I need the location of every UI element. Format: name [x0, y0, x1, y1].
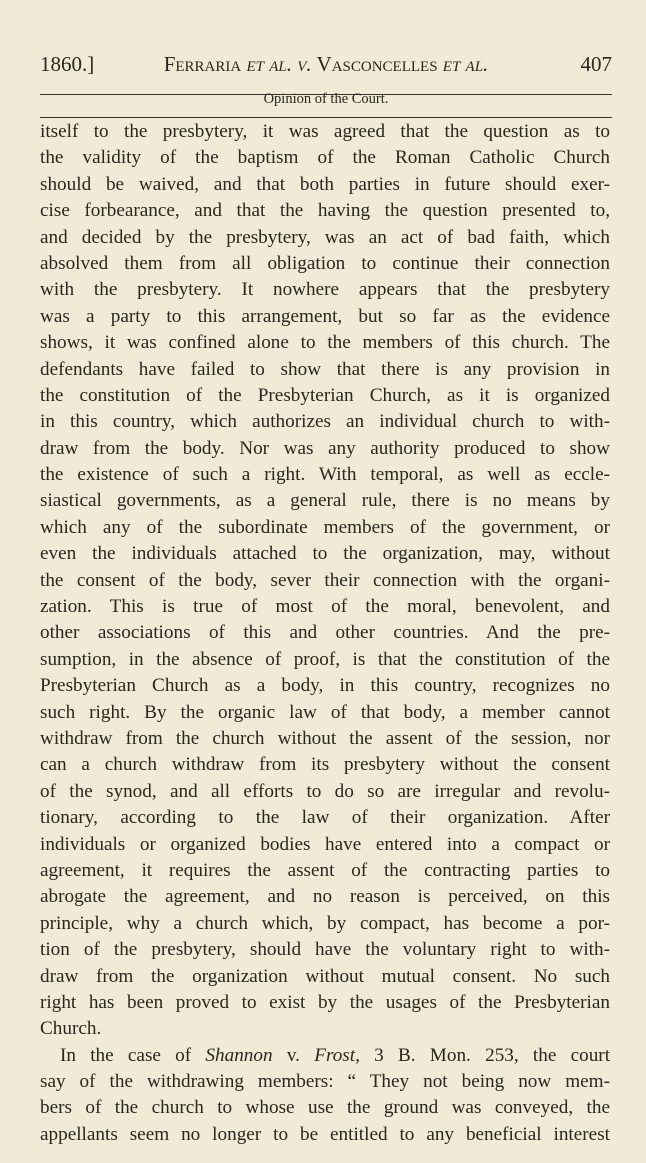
- text-line: the existence of such a right. With temporal, as well as eccle-: [40, 464, 610, 486]
- text-line: Presbyterian Church as a body, in this country, recognizes no: [40, 675, 610, 697]
- text-line: appellants seem no longer to be entitled to any beneficial interest: [40, 1123, 610, 1145]
- text-line: which any of the subordinate members of the government, or: [40, 516, 610, 538]
- text-line: principle, why a church which, by compact, has become a por-: [40, 912, 610, 934]
- subheading-rule: [40, 117, 612, 118]
- text-line: of the synod, and all efforts to do so are irregular and revolu-: [40, 780, 610, 802]
- text-line: draw from the organization without mutual consent. No such: [40, 965, 610, 987]
- case-party-2: Vasconcelles: [316, 52, 438, 76]
- text-line: individuals or organized bodies have entered into a compact or: [40, 833, 610, 855]
- text-line: tion of the presbytery, should have the voluntary right to with-: [40, 939, 610, 961]
- text-line: in this country, which authorizes an individual church to with-: [40, 411, 610, 433]
- text-line: such right. By the organic law of that body, a member cannot: [40, 701, 610, 723]
- text-line: other associations of this and other countries. And the pre-: [40, 622, 610, 644]
- citation-pre: In the case of: [60, 1044, 192, 1066]
- case-title: [40, 52, 612, 77]
- text-line: draw from the body. Nor was any authority produced to show: [40, 437, 610, 459]
- text-line: the validity of the baptism of the Roman Catholic Church: [40, 147, 610, 169]
- text-line: sumption, in the absence of proof, is that the constitution of the: [40, 648, 610, 670]
- text-line: and decided by the presbytery, was an act of bad faith, which: [40, 226, 610, 248]
- text-line: the consent of the body, sever their connection with the organi-: [40, 569, 610, 591]
- text-line: agreement, it requires the assent of the contracting parties to: [40, 859, 610, 881]
- citation-party1: Shannon: [205, 1044, 273, 1066]
- text-line: can a church withdraw from its presbytery without the consent: [40, 754, 610, 776]
- text-line: with the presbytery. It nowhere appears that the presbytery: [40, 279, 610, 301]
- versus: v.: [297, 52, 312, 76]
- citation-post: 3 B. Mon. 253, the court: [374, 1044, 611, 1066]
- text-line: itself to the presbytery, it was agreed that the question as to: [40, 121, 610, 142]
- text-line: abrogate the agreement, and no reason is perceived, on this: [40, 886, 610, 908]
- section-subheading: Opinion of the Court.: [263, 91, 389, 107]
- text-line: defendants have failed to show that there is any provision in: [40, 358, 610, 380]
- text-line: siastical governments, as a general rule, there is no means by: [40, 490, 610, 512]
- body-text: [40, 119, 610, 1148]
- running-header: [40, 52, 612, 82]
- text-line: even the individuals attached to the organization, may, without: [40, 543, 610, 565]
- text-line: tionary, according to the law of their organization. After: [40, 807, 610, 829]
- text-line: cise forbearance, and that the having the question presented to,: [40, 200, 610, 222]
- text-line: shows, it was confined alone to the members of this church. The: [40, 332, 610, 354]
- et-al-1: et al.: [246, 52, 292, 76]
- text-line: absolved them from all obligation to continue their connection: [40, 252, 610, 274]
- text-line: Church.: [40, 1018, 102, 1040]
- text-line: right has been proved to exist by the usages of the Presbyterian: [40, 991, 610, 1013]
- case-citation-line: [40, 1043, 610, 1069]
- citation-party2: Frost,: [314, 1044, 360, 1066]
- citation-v: v.: [286, 1044, 300, 1066]
- text-line: should be waived, and that both parties in future should exer-: [40, 173, 610, 195]
- text-line: the constitution of the Presbyterian Church, as it is organized: [40, 384, 610, 406]
- text-line: say of the withdrawing members: “ They not being now mem-: [40, 1071, 610, 1093]
- page-number: 407: [580, 52, 612, 76]
- text-line: zation. This is true of most of the moral, benevolent, and: [40, 596, 610, 618]
- case-party-1: Ferraria: [163, 52, 242, 76]
- text-line: was a party to this arrangement, but so far as the evidence: [40, 305, 610, 327]
- et-al-2: et al.: [442, 52, 489, 76]
- text-line: bers of the church to whose use the ground was conveyed, the: [40, 1097, 610, 1119]
- header-year: 1860.]: [40, 52, 95, 76]
- text-line: withdraw from the church without the assent of the session, nor: [40, 727, 610, 749]
